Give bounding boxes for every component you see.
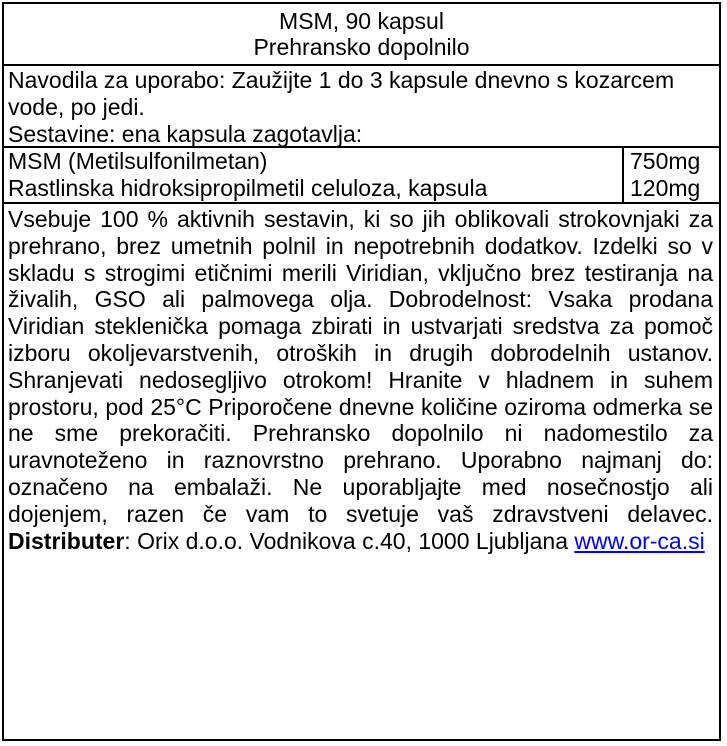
distributor-address: : Orix d.o.o. Vodnikova c.40, 1000 Ljubljana	[124, 527, 575, 554]
ingredient-amount: 120mg	[630, 175, 701, 201]
ingredients-intro: Sestavine: ena kapsula zagotavlja:	[8, 121, 363, 147]
usage-instructions: Navodila za uporabo: Zaužijte 1 do 3 kapsule dnevno s kozarcem vode, po jedi.	[8, 67, 675, 120]
ingredient-name: MSM (Metilsulfonilmetan)	[4, 148, 624, 175]
description-text: Vsebuje 100 % aktivnih sestavin, ki so jih oblikovali strokovnjaki za prehrano, brez umetnih polnil in nepotrebnih dodatkov. Izdelki so v skladu s strogimi etičnimi merili Viridian, vključno brez testiranja na živalih, GSO ali palmovega olja. Dobrodelnost: Vsaka prodana Viridian stekleničkа pomaga zbirati in ustvarjati sredstva za pomoč izboru okoljevarstvenih, otroških in drugih dobrodelnih ustanov. Shranjevati nedosegljivo otrokom! Hranite v hladnem in suhem prostoru, pod 25°C Priporočene dnevne količine oziroma odmerka se ne sme prekoračiti. Prehransko dopolnilo ni nadomestilo za uravnoteženo in raznovrstno prehrano. Uporabno najmanj do: označeno na embalaži. Ne uporabljajte med nosečnostjo ali dojenjem, razen če vam to svetuje vaš zdravstveni delavec.	[8, 206, 713, 527]
product-label	[2, 2, 721, 741]
label-header	[4, 4, 719, 66]
distributor-label: Distributer	[8, 527, 125, 554]
product-category: Prehransko dopolnilo	[253, 34, 470, 60]
ingredient-name: Rastlinska hidroksipropilmetil celuloza, kapsula	[4, 175, 624, 202]
product-title: MSM, 90 kapsul	[279, 8, 444, 34]
ingredient-amount: 750mg	[630, 148, 701, 174]
ingredient-row	[4, 175, 719, 202]
ingredient-row	[4, 148, 719, 175]
usage-section	[4, 66, 719, 148]
description-section	[4, 204, 719, 554]
ingredients-table	[4, 148, 719, 204]
website-link[interactable]: www.or-ca.si	[574, 527, 705, 554]
